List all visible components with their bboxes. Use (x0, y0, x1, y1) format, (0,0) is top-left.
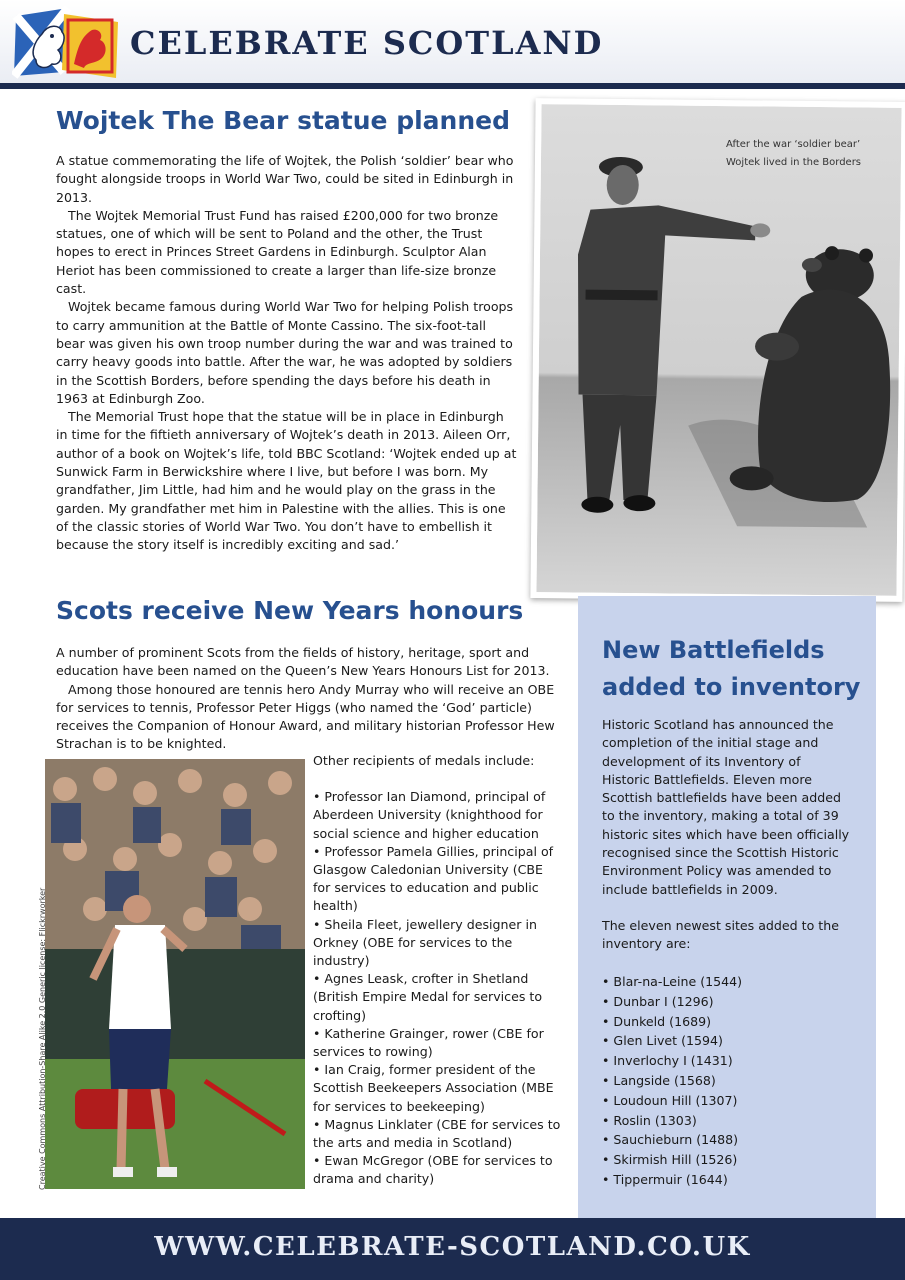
brand-title: CELEBRATE SCOTLAND (130, 24, 604, 62)
article-paragraph: A number of prominent Scots from the fields of history, heritage, sport and education have been named on the Queen’s New Years Honours List for 2013. (56, 645, 550, 679)
list-item: • Skirmish Hill (1526) (602, 1152, 738, 1168)
battlefields-list-intro: The eleven newest sites added to the inventory are: (602, 917, 839, 952)
wojtek-article-body (56, 152, 518, 555)
tennis-player-image (45, 759, 305, 1189)
recipient-item: • Agnes Leask, crofter in Shetland (British Empire Medal for services to crofting) (313, 971, 543, 1023)
recipients-list (313, 752, 563, 1189)
list-item: • Langside (1568) (602, 1072, 716, 1088)
recipient-item: • Ewan McGregor (OBE for services to drama and charity) (313, 1153, 553, 1187)
list-item: • Glen Livet (1594) (602, 1033, 723, 1049)
list-item: • Dunbar I (1296) (602, 993, 714, 1009)
photo-credit: Creative Commons Attribution-Share Alike 2.0 Generic license: Flickrworker (38, 887, 47, 1190)
list-item: • Inverlochy I (1431) (602, 1053, 733, 1069)
tennis-player-photo (45, 759, 305, 1189)
battlefield-sites-list (602, 972, 852, 1190)
article-paragraph: The Wojtek Memorial Trust Fund has raised £200,000 for two bronze statues, one of which will be sent to Poland and the other, the Trust hopes to erect in Princes Street Gardens in Edinburgh. Sculptor Alan Heriot has been commissioned to create a larger than life-size bronze cast. (56, 207, 499, 297)
article-paragraph: A statue commemorating the life of Wojtek, the Polish ‘soldier’ bear who fought alongside troops in World War Two, could be sited in Edinburgh in 2013. (56, 153, 514, 205)
battlefields-text (602, 716, 852, 954)
list-item: • Dunkeld (1689) (602, 1013, 712, 1029)
honours-article-body (56, 644, 556, 754)
list-item: • Sauchieburn (1488) (602, 1132, 739, 1148)
recipient-item: • Katherine Grainger, rower (CBE for services to rowing) (313, 1025, 544, 1060)
list-item: • Blar-na-Leine (1544) (602, 974, 743, 989)
list-item: • Roslin (1303) (602, 1112, 697, 1128)
article-paragraph: The Memorial Trust hope that the statue will be in place in Edinburgh in time for the fiftieth anniversary of Wojtek’s death in 2013. Aileen Orr, author of a book on Wojtek’s life, told BBC Scotland: ‘Wojtek ended up at Sunwick Farm in Berwickshire where I live, but before I was born. My grandfather, Jim Little, had him and he would play on the grass in the garden. My grandfather met him in Palestine with the allies. This is one of the classic stories of World War Two. You don’t have to embellish it because the story itself is incredibly exciting and sad.’ (56, 409, 517, 553)
honours-headline: Scots receive New Years honours (56, 596, 524, 625)
battlefields-intro: Historic Scotland has announced the completion of the initial stage and development of its Inventory of Historic Battlefields. Eleven more Scottish battlefields have been added to the inventory, making a total of 39 historic sites which have been officially recognised since the Scottish Historic Environment Policy was amended to include battlefields in 2009. (602, 717, 850, 897)
saltire-lion-logo-icon (12, 6, 122, 80)
recipient-item: • Professor Pamela Gillies, principal of Glasgow Caledonian University (CBE for services to education and public health) (313, 843, 554, 914)
recipient-item: • Professor Ian Diamond, principal of Aberdeen University (knighthood for social science and higher education (313, 789, 546, 841)
article-paragraph: Wojtek became famous during World War Two for helping Polish troops to carry ammunition at the Battle of Monte Cassino. The six-foot-tall bear was given his own troop number during the war and was trained to carry heavy goods into battle. After the war, he was adopted by soldiers in the Scottish Borders, before spending the days before his death in 1963 at Edinburgh Zoo. (56, 299, 514, 406)
website-link[interactable]: WWW.CELEBRATE-SCOTLAND.CO.UK (154, 1232, 751, 1262)
soldier-bear-image (536, 104, 901, 596)
recipient-item: • Magnus Linklater (CBE for services to the arts and media in Scotland) (313, 1116, 561, 1151)
article-paragraph: Among those honoured are tennis hero Andy Murray who will receive an OBE for services to tennis, Professor Peter Higgs (who named the ‘God’ particle) receives the Companion of Honour Award, and military historian Professor Hew Strachan is to be knighted. (56, 681, 555, 752)
photo-caption: After the war ‘soldier bear’ Wojtek lived in the Borders (726, 139, 862, 168)
recipient-item: • Ian Craig, former president of the Scottish Beekeepers Association (MBE for services to beekeeping) (313, 1062, 554, 1114)
soldier-bear-photo (530, 98, 905, 602)
wojtek-headline: Wojtek The Bear statue planned (56, 106, 510, 135)
list-item: • Loudoun Hill (1307) (602, 1092, 738, 1108)
recipients-intro: Other recipients of medals include: (313, 753, 535, 768)
battlefields-headline: New Battlefields added to inventory (602, 636, 861, 701)
recipient-item: • Sheila Fleet, jewellery designer in Orkney (OBE for services to the industry) (313, 916, 537, 969)
list-item: • Tippermuir (1644) (602, 1171, 728, 1187)
header-divider (0, 83, 905, 89)
